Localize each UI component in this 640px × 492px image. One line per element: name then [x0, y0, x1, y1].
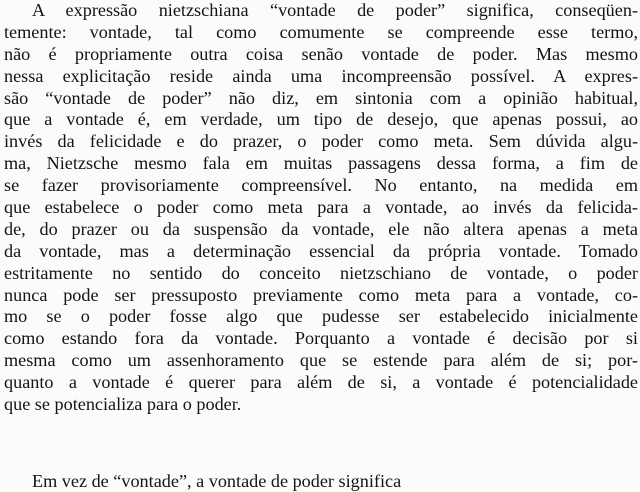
paragraph-line: temente: vontade, tal como comumente se compreende esse termo,	[4, 21, 638, 42]
paragraph-line: nessa explicitação reside ainda uma incompreensão possível. A expres-	[4, 65, 638, 86]
paragraph-line: como estando fora da vontade. Porquanto a vontade é decisão por si	[4, 328, 638, 349]
paragraph-line: são “vontade de poder” não diz, em sintonia com a opinião habitual,	[4, 87, 638, 108]
paragraph-line: que a vontade é, em verdade, um tipo de desejo, que apenas possui, ao	[4, 109, 638, 130]
paragraph	[4, 0, 638, 416]
paragraph-line: não é propriamente outra coisa senão vontade de poder. Mas mesmo	[4, 43, 638, 64]
paragraph-line: ma, Nietzsche mesmo fala em muitas passagens dessa forma, a fim de	[4, 153, 638, 174]
paragraph-line: A expressão nietzschiana “vontade de poder” significa, conseqüen-	[32, 0, 638, 20]
paragraph-line: quanto a vontade é querer para além de si, a vontade é potencialidade	[4, 372, 638, 393]
paragraph-line: da vontade, mas a determinação essencial da própria vontade. Tomado	[4, 240, 638, 261]
paragraph-line: de, do prazer ou da suspensão da vontade, ele não altera apenas a meta	[4, 218, 638, 239]
paragraph-line: que estabelece o poder como meta para a vontade, ao invés da felicida-	[4, 197, 638, 218]
paragraph-line: mesma como um assenhoramento que se estende para além de si; por-	[4, 350, 638, 371]
paragraph-line: nunca pode ser pressuposto previamente como meta para a vontade, co-	[4, 284, 638, 305]
paragraph-line: invés da felicidade e do prazer, o poder como meta. Sem dúvida algu-	[4, 131, 638, 152]
paragraph-line: estritamente no sentido do conceito nietzschiano de vontade, o poder	[4, 262, 638, 283]
paragraph-line: mo se o poder fosse algo que pudesse ser estabelecido inicialmente	[4, 306, 638, 327]
next-paragraph-fragment: Em vez de “vontade”, a vontade de poder significa	[32, 471, 402, 491]
paragraph-line: se fazer provisoriamente compreensível. No entanto, na medida em	[4, 175, 638, 196]
paragraph-line: que se potencializa para o poder.	[4, 394, 242, 415]
